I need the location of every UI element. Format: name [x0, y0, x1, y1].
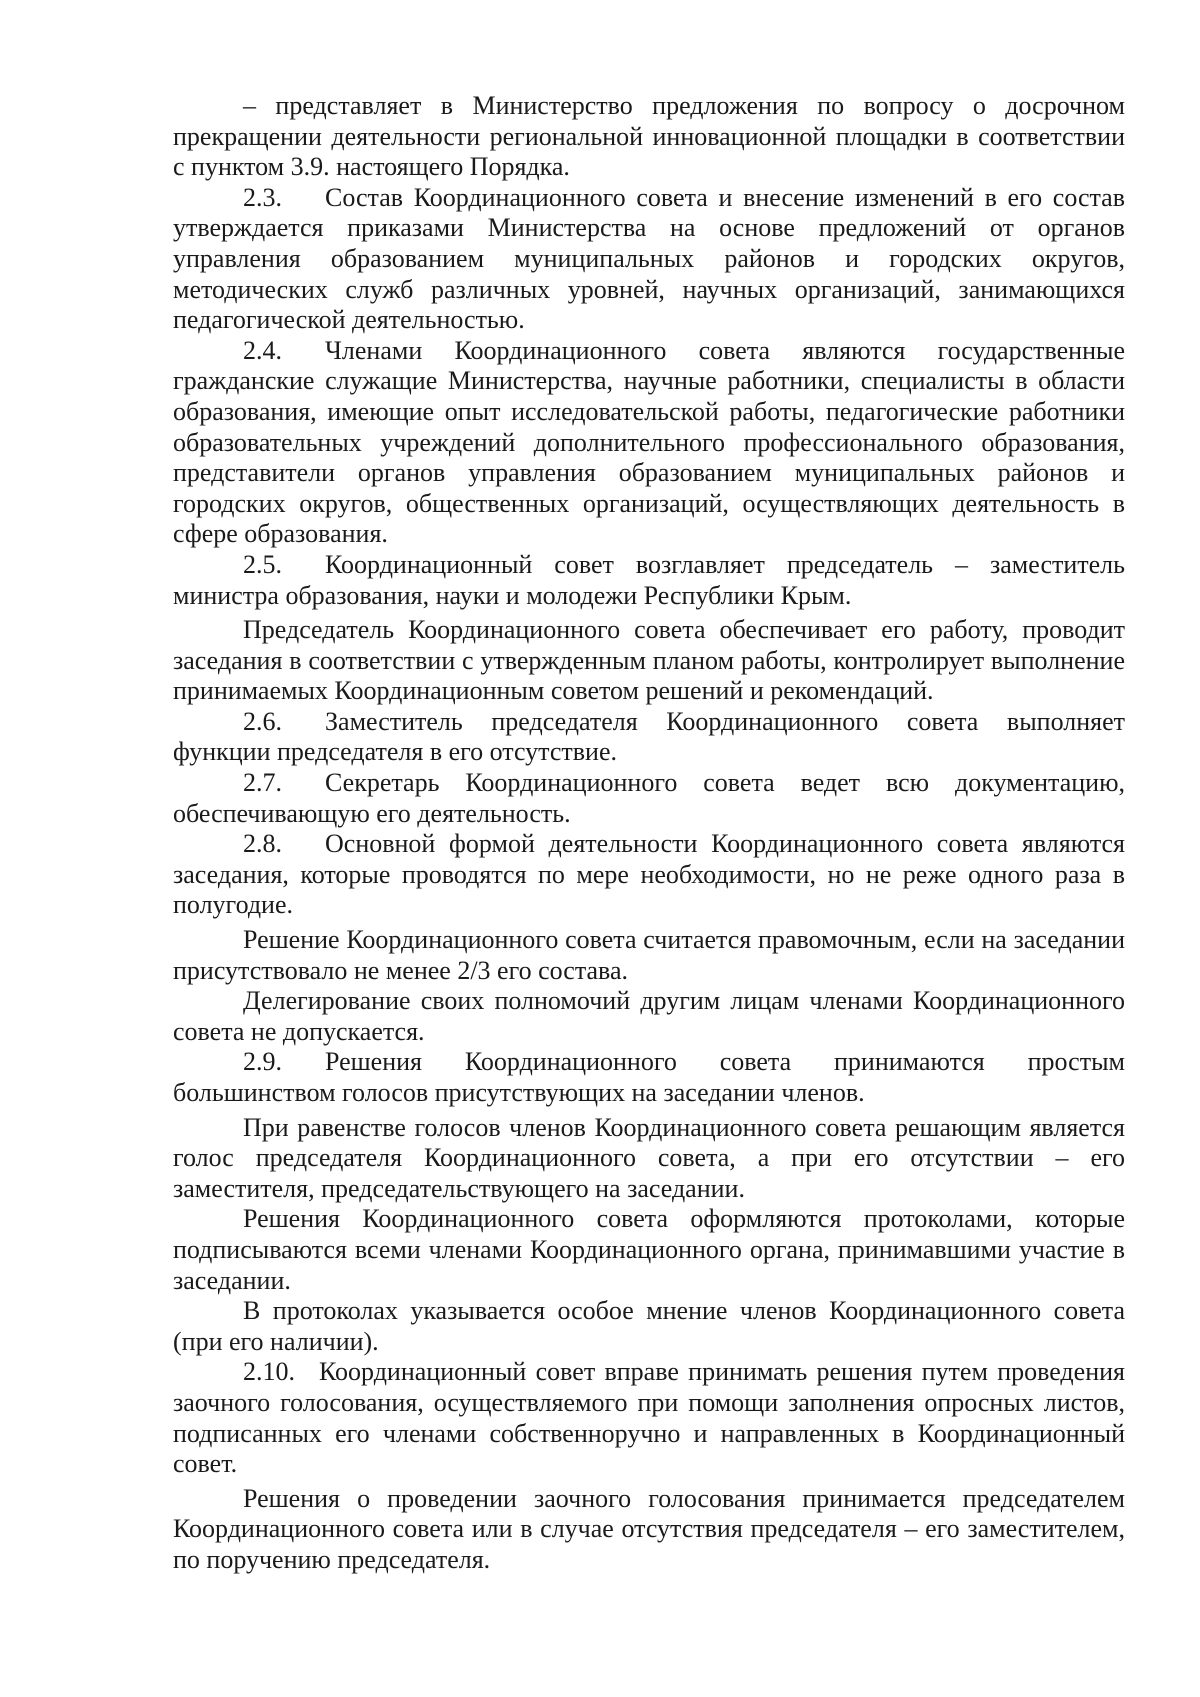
paragraph-number: 2.3.: [243, 182, 282, 212]
paragraph-text: Основной формой деятельности Координационного совета являются заседания, которые проводятся по мере необходимости, но не реже одного раза в полугодие.: [173, 829, 1125, 920]
paragraph-protocols: [173, 1204, 1125, 1296]
paragraph-text: Состав Координационного совета и внесение изменений в его состав утверждается приказами Министерства на основе предложений от органов управления образованием муниципальных районов и городских округов, методических служб различных уровней, научных организаций, занимающихся педагогической деятельностью.: [173, 182, 1125, 335]
paragraph-2-7: [173, 768, 1125, 829]
paragraph-text: Секретарь Координационного совета ведет всю документацию, обеспечивающую его деятельность.: [173, 768, 1125, 828]
paragraph-number: 2.6.: [243, 706, 282, 736]
paragraph-number: 2.10.: [243, 1357, 295, 1387]
paragraph-dissent: [173, 1296, 1125, 1357]
paragraph-text: Координационный совет возглавляет председатель – заместитель министра образования, науки и молодежи Республики Крым.: [173, 549, 1125, 610]
paragraph-text: Решения Координационного совета оформляются протоколами, которые подписываются всеми членами Координационного органа, принимавшими участие в заседании.: [173, 1204, 1125, 1295]
paragraph-number: 2.4.: [243, 335, 282, 365]
paragraph-tie-vote: [173, 1113, 1125, 1205]
paragraph-delegation: [173, 986, 1125, 1047]
paragraph-number: 2.5.: [243, 549, 282, 579]
paragraph-text: При равенстве голосов членов Координационного совета решающим является голос председателя Координационного совета, а при его отсутствии – его заместителя, председательствующего на заседании.: [173, 1112, 1125, 1203]
paragraph-text: Решения Координационного совета принимаются простым большинством голосов присутствующих на заседании членов.: [173, 1047, 1125, 1107]
paragraph-chairman: [173, 615, 1125, 707]
paragraph-text: – представляет в Министерство предложения по вопросу о досрочном прекращении деятельности региональной инновационной площадки в соответствии с пунктом 3.9. настоящего Порядка.: [173, 91, 1125, 182]
paragraph-text: Делегирование своих полномочий другим лицам членами Координационного совета не допускается.: [173, 986, 1125, 1046]
paragraph-2-9: [173, 1047, 1125, 1108]
paragraph-2-8: [173, 829, 1125, 921]
paragraph-number: 2.7.: [243, 768, 282, 798]
paragraph-text: В протоколах указывается особое мнение членов Координационного совета (при его наличии).: [173, 1296, 1125, 1356]
paragraph-2-5: [173, 550, 1125, 611]
paragraph-number: 2.8.: [243, 829, 282, 859]
paragraph-2-4: [173, 336, 1125, 550]
paragraph-text: Решение Координационного совета считается правомочным, если на заседании присутствовало не менее 2/3 его состава.: [173, 925, 1125, 985]
paragraph-number: 2.9.: [243, 1047, 282, 1077]
paragraph-2-10: [173, 1357, 1125, 1479]
paragraph-2-6: [173, 707, 1125, 768]
paragraph-text: Решения о проведении заочного голосования принимается председателем Координационного совета или в случае отсутствия председателя – его заместителем, по поручению председателя.: [173, 1483, 1125, 1574]
paragraph-text: Членами Координационного совета являются государственные гражданские служащие Министерства, научные работники, специалисты в области образования, имеющие опыт исследовательской работы, педагогические работники образовательных учреждений дополнительного профессионального образования, представители органов управления образованием муниципальных районов и городских округов, общественных организаций, осуществляющих деятельность в сфере образования.: [173, 335, 1125, 549]
paragraph-quorum: [173, 925, 1125, 986]
paragraph-text: Заместитель председателя Координационного совета выполняет функции председателя в его отсутствие.: [173, 706, 1125, 767]
document-body: [173, 91, 1125, 1576]
paragraph-2-3: [173, 183, 1125, 336]
paragraph-text: Председатель Координационного совета обеспечивает его работу, проводит заседания в соответствии с утвержденным планом работы, контролирует выполнение принимаемых Координационным советом решений и рекомендаций.: [173, 615, 1125, 706]
paragraph-absentee-vote: [173, 1484, 1125, 1576]
paragraph-intro: [173, 91, 1125, 183]
paragraph-text: Координационный совет вправе принимать решения путем проведения заочного голосования, осуществляемого при помощи заполнения опросных листов, подписанных его членами собственноручно и направленных в Координационный совет.: [173, 1357, 1125, 1479]
